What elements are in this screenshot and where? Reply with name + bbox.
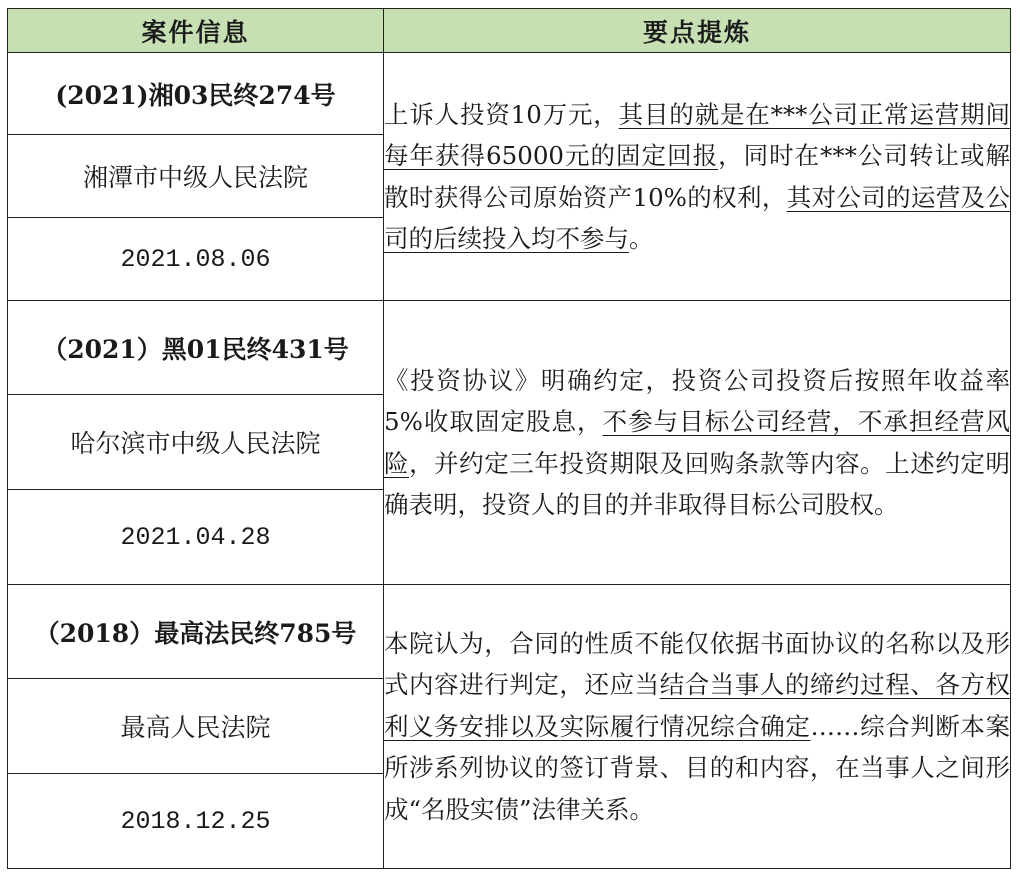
header-row: [8, 9, 1011, 53]
summary-underlined-segment: 不参与目标公司经营，不承担经营风险: [384, 407, 1010, 478]
summary-underlined-segment: 其目的就是在***公司正常运营期间每年获得65000元的固定回报: [384, 99, 1010, 170]
case-1-row-number: [8, 53, 1011, 135]
summary-segment: 《投资协议》明确约定，投资公司投资后按照年收益率5%收取固定股息，: [384, 365, 1010, 436]
summary-text: [384, 94, 1010, 260]
case-summary: [384, 53, 1011, 301]
court-name: 湘潭市中级人民法院: [8, 135, 384, 218]
case-number: （2021）黑01民终431号: [8, 301, 384, 395]
summary-segment: 上诉人投资10万元，: [384, 99, 619, 129]
summary-segment: ，并约定三年投资期限及回购条款等内容。上述约定明确表明，投资人的目的并非取得目标公司股权。: [384, 448, 1010, 519]
summary-segment: ……综合判断本案所涉系列协议的签订背景、目的和内容，在当事人之间形成“名股实债”法律关系。: [384, 711, 1011, 824]
judgment-date: 2021.08.06: [8, 218, 384, 301]
case-summary: [384, 301, 1011, 585]
case-2-row-number: [8, 301, 1011, 395]
court-name: 哈尔滨市中级人民法院: [8, 395, 384, 490]
summary-segment: 本院认为，合同的性质不能仅依据书面协议的名称以及形式内容进行判定，还应当: [384, 628, 1010, 700]
summary-text: [384, 360, 1010, 526]
case-number: （2018）最高法民终785号: [8, 585, 384, 679]
summary-text: [384, 623, 1010, 831]
header-key-points: 要点提炼: [384, 9, 1011, 53]
summary-segment: 。: [629, 224, 654, 253]
court-name: 最高人民法院: [8, 679, 384, 774]
judgment-date: 2021.04.28: [8, 490, 384, 585]
case-table: [7, 8, 1011, 869]
case-summary: [384, 585, 1011, 869]
summary-underlined-segment: 其对公司的运营及公司的后续投入均不参与: [384, 182, 1010, 253]
summary-underlined-segment: 结合当事人的缔约过程、各方权利义务安排以及实际履行情况综合确定: [384, 670, 1010, 741]
summary-segment: ，同时在***公司转让或解散时获得公司原始资产10%的权利，: [384, 141, 1011, 212]
case-number: (2021)湘03民终274号: [8, 53, 384, 135]
case-3-row-number: [8, 585, 1011, 679]
judgment-date: 2018.12.25: [8, 774, 384, 869]
case-table-container: [7, 8, 1010, 869]
header-case-info: 案件信息: [8, 9, 384, 53]
